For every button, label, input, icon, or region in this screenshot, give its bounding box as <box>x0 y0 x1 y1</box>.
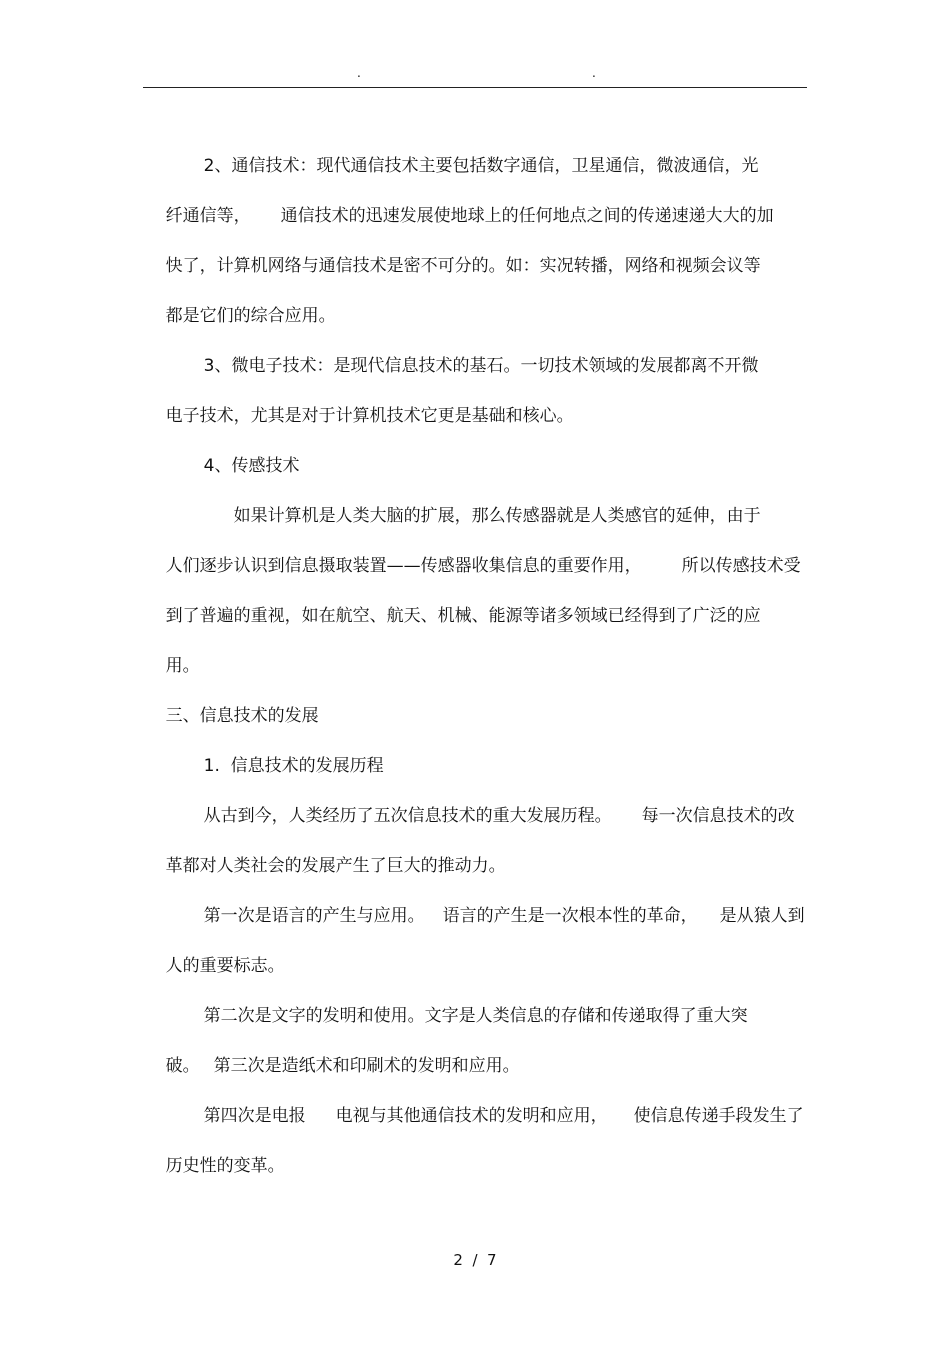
text-segment: 通信技术的迅速发展使地球上的任何地点之间的传递速递大大的加 <box>280 206 774 226</box>
text-segment: 1. 信息技术的发展历程 <box>203 756 384 776</box>
text-segment: 3、微电子技术：是现代信息技术的基石。一切技术领域的发展都离不开微 <box>203 356 759 376</box>
text-segment: 都是它们的综合应用。 <box>165 306 336 326</box>
text-segment: 语言的产生是一次根本性的革命， <box>442 906 698 926</box>
text-segment: 从古到今，人类经历了五次信息技术的重大发展历程。 <box>203 806 612 826</box>
text-segment: 人们逐步认识到信息摄取装置——传感器收集信息的重要作用， <box>165 556 642 576</box>
text-segment: 历史性的变革。 <box>165 1156 285 1176</box>
text-segment: 电视与其他通信技术的发明和应用， <box>335 1106 608 1126</box>
text-segment: 用。 <box>165 656 200 676</box>
text-segment: 人的重要标志。 <box>165 956 285 976</box>
page-number: 2 / 7 <box>453 1251 497 1269</box>
text-line <box>144 580 761 652</box>
text-segment: 第二次是文字的发明和使用。文字是人类信息的存储和传递取得了重大突 <box>203 1006 748 1026</box>
text-segment: 2、通信技术：现代通信技术主要包括数字通信，卫星通信，微波通信，光 <box>203 156 759 176</box>
header-dot-right: . <box>592 66 596 80</box>
text-line <box>144 1130 285 1202</box>
text-segment: 快了，计算机网络与通信技术是密不可分的。如：实况转播，网络和视频会议等 <box>165 256 761 276</box>
text-segment: 第三次是造纸术和印刷术的发明和应用。 <box>213 1056 520 1076</box>
text-segment: 所以传感技术受 <box>681 556 801 576</box>
text-segment: 4、传感技术 <box>203 456 300 476</box>
header-dot-left: . <box>357 66 361 80</box>
text-segment: 破。 <box>165 1056 200 1076</box>
text-segment: 是从猿人到 <box>719 906 805 926</box>
text-segment: 革都对人类社会的发展产生了巨大的推动力。 <box>165 856 506 876</box>
text-segment: 电子技术，尤其是对于计算机技术它更是基础和核心。 <box>165 406 574 426</box>
text-segment: 第一次是语言的产生与应用。 <box>203 906 425 926</box>
page-header <box>0 66 950 86</box>
text-segment: 到了普遍的重视，如在航空、航天、机械、能源等诸多领域已经得到了广泛的应 <box>165 606 761 626</box>
text-segment: 使信息传递手段发生了 <box>633 1106 804 1126</box>
text-segment: 如果计算机是人类大脑的扩展，那么传感器就是人类感官的延伸，由于 <box>233 506 761 526</box>
text-segment: 第四次是电报 <box>203 1106 306 1126</box>
text-segment: 纤通信等， <box>165 206 251 226</box>
text-segment: 三、信息技术的发展 <box>165 706 319 726</box>
header-rule <box>143 87 807 88</box>
text-segment: 每一次信息技术的改 <box>641 806 795 826</box>
